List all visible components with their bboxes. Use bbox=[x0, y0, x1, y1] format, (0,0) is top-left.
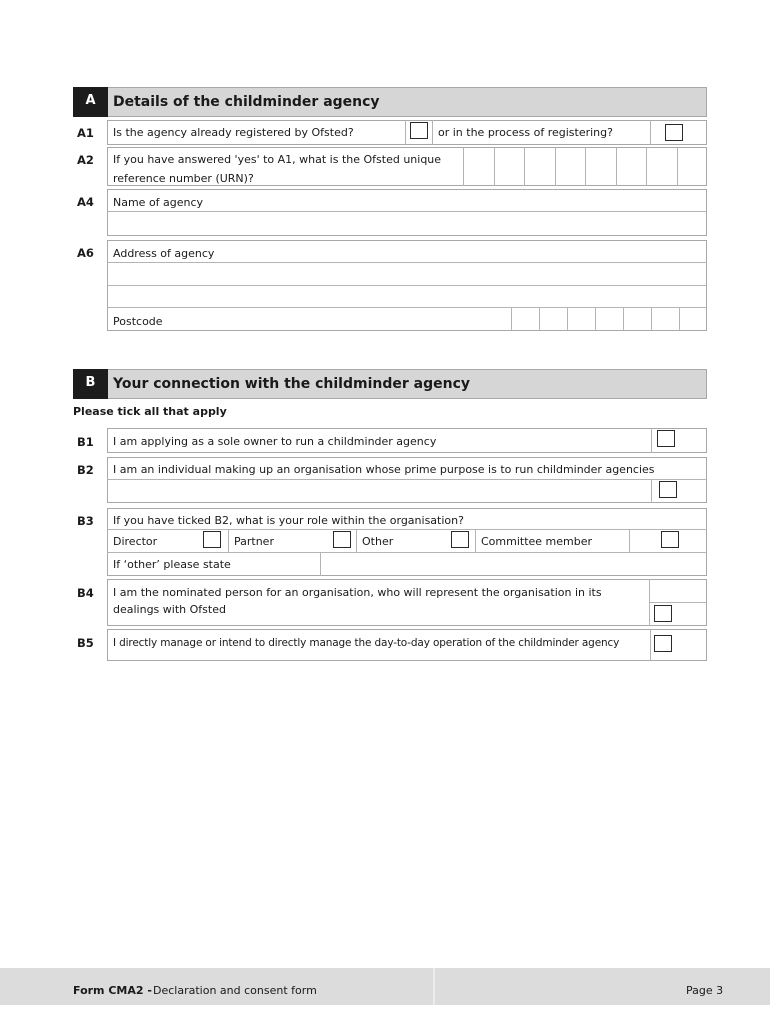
a2-question-line2: reference number (URN)? bbox=[113, 172, 254, 185]
b5-text: I directly manage or intend to directly manage the day-to-day operation of the childminder agency bbox=[113, 637, 620, 649]
tick-instruction: Please tick all that apply bbox=[73, 405, 227, 418]
section-a-letter: A bbox=[73, 87, 108, 117]
b2-checkbox[interactable] bbox=[659, 481, 677, 498]
other-role-label: If ‘other’ please state bbox=[113, 558, 231, 571]
footer-form-name: Declaration and consent form bbox=[153, 984, 317, 997]
a1-alt-question: or in the process of registering? bbox=[438, 126, 613, 139]
role-director-checkbox[interactable] bbox=[203, 531, 221, 548]
b4-checkbox[interactable] bbox=[654, 605, 672, 622]
section-b-letter: B bbox=[73, 369, 108, 399]
urn-input[interactable] bbox=[464, 148, 706, 185]
footer-page-number: Page 3 bbox=[686, 984, 724, 997]
question-id-b2: B2 bbox=[77, 463, 94, 477]
footer-form-code: Form CMA2 - bbox=[73, 984, 152, 997]
b1-checkbox[interactable] bbox=[657, 430, 675, 447]
a4-label: Name of agency bbox=[113, 196, 204, 209]
a1-question: Is the agency already registered by Ofsted? bbox=[113, 126, 354, 139]
role-committee-checkbox[interactable] bbox=[661, 531, 679, 548]
address-line-1-input[interactable] bbox=[108, 263, 706, 285]
other-role-input[interactable] bbox=[321, 553, 706, 575]
b2-text: I am an individual making up an organisation whose prime purpose is to run childminder agencies bbox=[113, 463, 655, 476]
b5-checkbox[interactable] bbox=[654, 635, 672, 652]
question-id-a1: A1 bbox=[77, 126, 94, 140]
a1-process-checkbox[interactable] bbox=[665, 124, 683, 141]
postcode-input[interactable] bbox=[512, 308, 706, 330]
role-other-label: Other bbox=[362, 535, 394, 548]
b1-text: I am applying as a sole owner to run a childminder agency bbox=[113, 435, 437, 448]
b4-text-line2: dealings with Ofsted bbox=[113, 603, 226, 616]
question-id-b3: B3 bbox=[77, 514, 94, 528]
role-partner-label: Partner bbox=[234, 535, 274, 548]
a2-question-line1: If you have answered 'yes' to A1, what is the Ofsted unique bbox=[113, 153, 442, 166]
question-id-b5: B5 bbox=[77, 636, 94, 650]
role-committee-label: Committee member bbox=[481, 535, 593, 548]
question-id-a6: A6 bbox=[77, 246, 94, 260]
question-id-a4: A4 bbox=[77, 195, 94, 209]
footer-divider bbox=[433, 968, 435, 1005]
question-id-b4: B4 bbox=[77, 586, 94, 600]
section-b-title: Your connection with the childminder agency bbox=[113, 376, 470, 392]
role-partner-checkbox[interactable] bbox=[333, 531, 351, 548]
address-line-2-input[interactable] bbox=[108, 286, 706, 307]
agency-name-input[interactable] bbox=[108, 212, 706, 235]
role-other-checkbox[interactable] bbox=[451, 531, 469, 548]
b3-question: If you have ticked B2, what is your role within the organisation? bbox=[113, 514, 464, 527]
role-director-label: Director bbox=[113, 535, 158, 548]
question-id-b1: B1 bbox=[77, 435, 94, 449]
section-a-title: Details of the childminder agency bbox=[113, 94, 380, 110]
postcode-label: Postcode bbox=[113, 315, 163, 328]
a1-registered-checkbox[interactable] bbox=[410, 122, 428, 139]
a6-label: Address of agency bbox=[113, 247, 215, 260]
question-id-a2: A2 bbox=[77, 153, 94, 167]
b4-text-line1: I am the nominated person for an organisation, who will represent the organisation in its bbox=[113, 586, 602, 599]
